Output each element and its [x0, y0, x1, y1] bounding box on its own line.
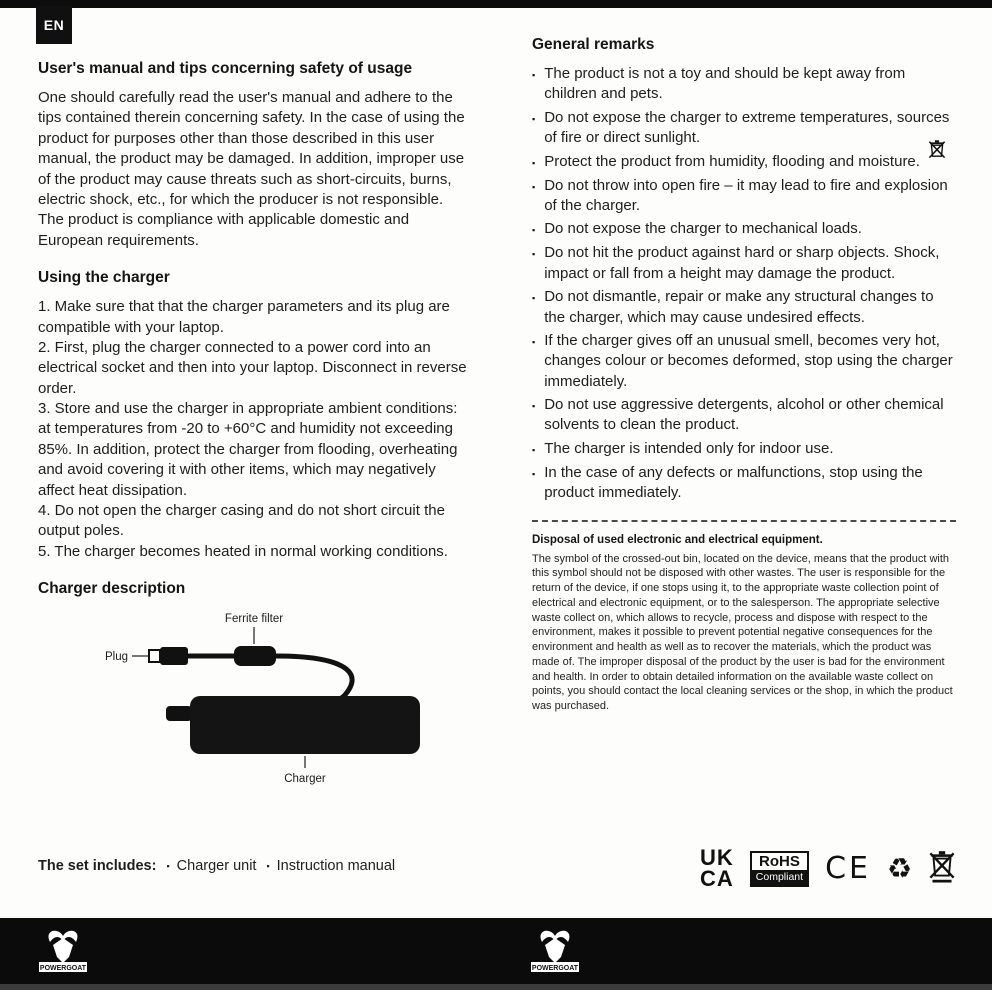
ce-mark: CE: [825, 851, 871, 887]
step-2: 2. First, plug the charger connected to a power cord into an electrical socket and then into your laptop. Disconnect in reverse order.: [38, 338, 467, 397]
compliance-marks-row: [700, 845, 956, 891]
top-black-strip: [0, 0, 992, 8]
remark-item: [532, 463, 956, 504]
ukca-line2: CA: [700, 865, 734, 891]
bullet-icon: ▪: [532, 468, 536, 479]
footer-bar: [0, 918, 992, 984]
remark-item: [532, 331, 956, 392]
bullet-icon: ▪: [532, 336, 536, 347]
remark-item: [532, 176, 956, 217]
charger-description-heading: Charger description: [38, 580, 186, 598]
disposal-heading: Disposal of used electronic and electrical equipment.: [532, 533, 823, 546]
ukca-mark: [700, 845, 734, 891]
dashed-separator: [532, 520, 956, 522]
language-badge: [36, 6, 72, 44]
powergoat-logo-text: POWERGOAT: [531, 965, 579, 972]
remark-text: Do not expose the charger to mechanical loads.: [544, 220, 862, 238]
remark-text: Do not throw into open fire – it may lead to fire and explosion of the charger.: [544, 176, 948, 214]
bullet-icon: ▪: [532, 444, 536, 455]
powergoat-logo: [36, 926, 90, 981]
remark-item: [532, 152, 956, 173]
bullet-icon: ▪: [532, 181, 536, 192]
bullet-icon: ▪: [532, 293, 536, 304]
language-badge-label: EN: [43, 17, 65, 33]
left-column: [38, 60, 472, 798]
crossed-bin-icon-small: [928, 138, 946, 167]
ferrite-filter-label: Ferrite filter: [224, 613, 284, 626]
ferrite-filter-bead: [234, 646, 276, 666]
remark-text: Do not expose the charger to extreme temperatures, sources of fire or direct sunlight.: [544, 108, 950, 147]
remark-text: Do not dismantle, repair or make any structural changes to the charger, which may cause undesired effects.: [544, 288, 934, 326]
using-charger-steps: [38, 297, 472, 562]
plug-tip: [149, 650, 160, 662]
remark-text: Protect the product from humidity, flooding and moisture.: [544, 152, 920, 170]
cable-connector: [166, 706, 192, 721]
rohs-mark: [750, 851, 809, 887]
remark-item: [532, 287, 956, 328]
safety-paragraph: One should carefully read the user's manual and adhere to the tips contained therein concerning safety. In the case of using the product for purposes other than those described in this user manual, the product may be damaged. In addition, improper use of the product may cause threats such as short-circuits, burns, electric shock, etc., for which the producer is not responsible. The product is compliance with applicable domestic and European requirements.: [38, 89, 465, 249]
right-column: [532, 36, 956, 714]
step-5: 5. The charger becomes heated in normal working conditions.: [38, 542, 448, 560]
remark-item: [532, 439, 956, 460]
safety-heading: User's manual and tips concerning safety of usage: [38, 60, 413, 77]
weee-crossed-bin-icon: [928, 848, 956, 889]
bullet-icon: ▪: [532, 401, 536, 412]
general-remarks-list: [532, 64, 956, 504]
remark-item: [532, 219, 956, 240]
bullet-icon: ▪: [532, 70, 536, 80]
remark-text: The charger is intended only for indoor use.: [544, 439, 834, 457]
bullet-icon: ▪: [532, 113, 536, 124]
set-item-text: Charger unit: [176, 858, 257, 874]
set-item: [266, 858, 395, 874]
recycle-icon: ♻: [886, 852, 913, 886]
bullet-icon: ▪: [166, 861, 170, 871]
set-includes-label: The set includes:: [38, 858, 157, 874]
ukca-line1: UK: [700, 845, 734, 870]
plug-body: [160, 647, 188, 665]
step-3: 3. Store and use the charger in appropriate ambient conditions: at temperatures from -20 to +60°C and humidity not exceeding 85%. In addition, protect the charger from flooding, overheating and avoid covering it with other items, which may negatively affect heat dissipation.: [38, 400, 458, 499]
charger-diagram-svg: [38, 608, 472, 798]
remark-item: [532, 243, 956, 284]
remark-text: Do not use aggressive detergents, alcohol or other chemical solvents to clean the product.: [544, 396, 944, 434]
step-1: 1. Make sure that that the charger parameters and its plug are compatible with your laptop.: [38, 298, 450, 336]
remark-text: If the charger gives off an unusual smell, becomes very hot, changes colour or becomes deformed, stop using the charger immediately.: [544, 331, 953, 390]
charger-diagram: [38, 608, 472, 798]
remark-item: [532, 395, 956, 436]
general-remarks-heading: General remarks: [532, 36, 655, 53]
bullet-icon: ▪: [532, 249, 536, 260]
disposal-text: The symbol of the crossed-out bin, located on the device, means that the product with this symbol should not be disposed with other wastes. The user is responsible for the return of the device, if one stops using it, to the appropriate waste collection point of electrical and electronic equipment, or to the salesperson. The appropriate selective waste collect on, which allows to recycle, process and dispose with respect to the environment, makes it possible to prevent potential negative consequences for the environment and health as well as to recover the materials, which the product was made of. The improper disposal of the product by the user is bad for the environment and health. In order to obtain detailed information on the available waste collect on points, you should contact the local cleaning services or the shop, in which the product was purchased.: [532, 552, 953, 712]
remark-item: [532, 64, 956, 105]
rohs-label: RoHS: [759, 852, 800, 870]
powergoat-logo: [528, 926, 582, 981]
powergoat-logo-text: POWERGOAT: [39, 965, 87, 972]
rohs-compliant-label: Compliant: [752, 870, 807, 885]
bullet-icon: ▪: [532, 157, 536, 168]
remark-item: [532, 108, 956, 149]
set-item: [166, 858, 256, 874]
charger-body: [190, 696, 420, 754]
bullet-icon: ▪: [532, 225, 536, 236]
remark-text: In the case of any defects or malfunctions, stop using the product immediately.: [544, 463, 923, 502]
bottom-gray-strip: [0, 984, 992, 990]
bullet-icon: ▪: [266, 861, 270, 871]
set-includes-row: [38, 858, 395, 874]
remark-text: Do not hit the product against hard or sharp objects. Shock, impact or fall from a height may damage the product.: [544, 244, 940, 282]
charger-label: Charger: [284, 773, 326, 786]
set-item-text: Instruction manual: [276, 858, 396, 874]
step-4: 4. Do not open the charger casing and do not short circuit the output poles.: [38, 502, 445, 540]
remark-text: The product is not a toy and should be kept away from children and pets.: [544, 65, 906, 103]
plug-label: Plug: [104, 651, 128, 664]
using-charger-heading: Using the charger: [38, 269, 170, 287]
